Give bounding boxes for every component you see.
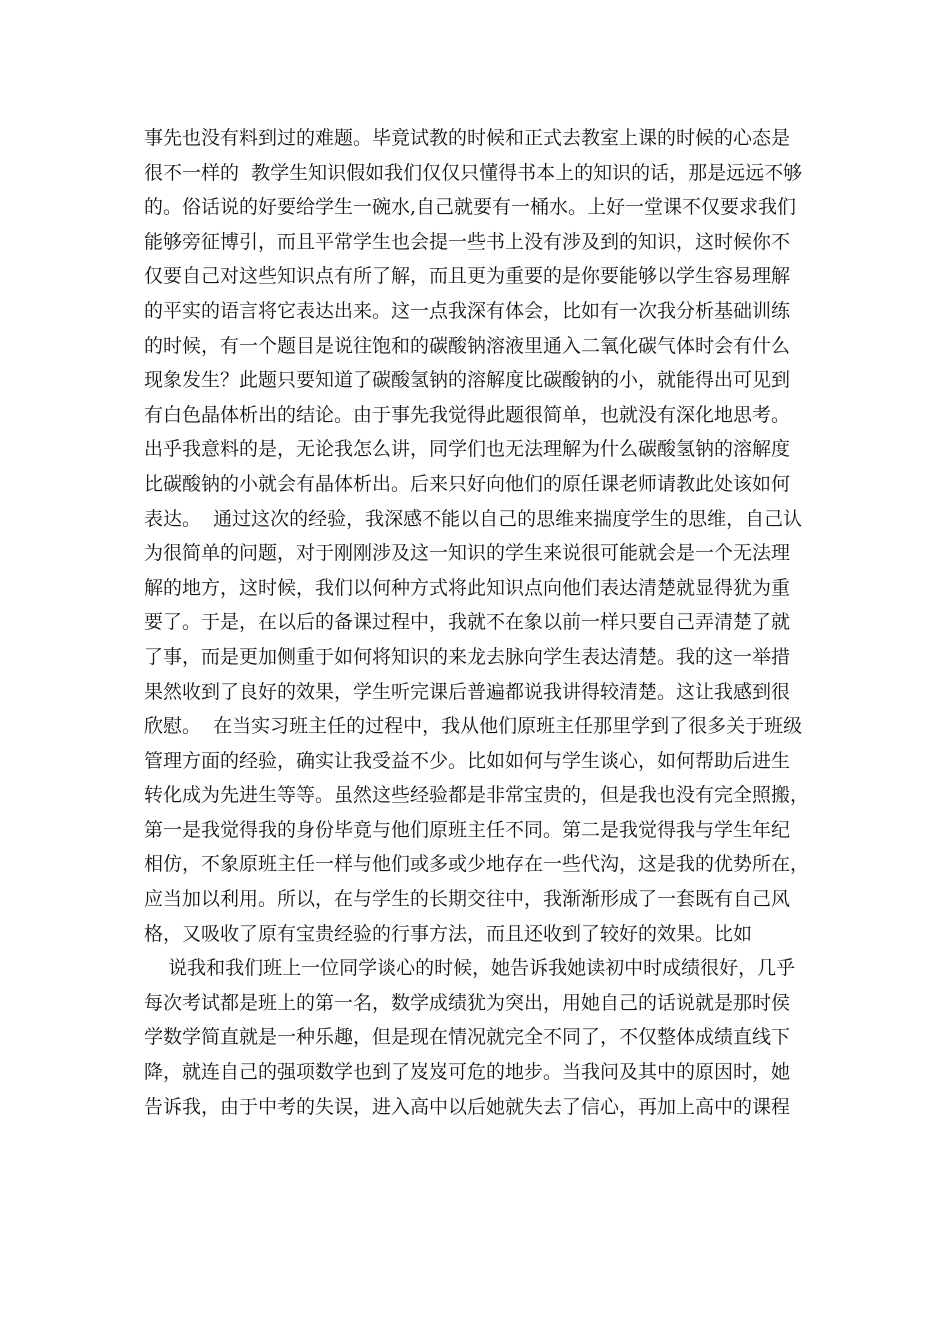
text-line: 管理方面的经验，确实让我受益不少。比如如何与学生谈心，如何帮助后进生 bbox=[144, 749, 791, 772]
text-line: 每次考试都是班上的第一名，数学成绩犹为突出，用她自己的话说就是那时侯 bbox=[144, 991, 791, 1014]
text-line: 表达。 通过这次的经验，我深感不能以自己的思维来揣度学生的思维，自己认 bbox=[144, 507, 803, 530]
text-line: 欣慰。 在当实习班主任的过程中，我从他们原班主任那里学到了很多关于班级 bbox=[144, 715, 803, 738]
body-text bbox=[144, 121, 824, 1124]
text-line: 了事，而是更加侧重于如何将知识的来龙去脉向学生表达清楚。我的这一举措 bbox=[144, 645, 791, 668]
text-line: 为很简单的问题，对于刚刚涉及这一知识的学生来说很可能就会是一个无法理 bbox=[144, 542, 791, 565]
text-line: 出乎我意料的是，无论我怎么讲，同学们也无法理解为什么碳酸氢钠的溶解度 bbox=[144, 438, 791, 461]
text-line: 有白色晶体析出的结论。由于事先我觉得此题很简单，也就没有深化地思考。 bbox=[144, 403, 791, 426]
text-line: 学数学简直就是一种乐趣，但是现在情况就完全不同了，不仅整体成绩直线下 bbox=[144, 1026, 791, 1049]
text-line: 能够旁征博引，而且平常学生也会提一些书上没有涉及到的知识，这时候你不 bbox=[144, 230, 791, 253]
text-line: 要了。于是，在以后的备课过程中，我就不在象以前一样只要自己弄清楚了就 bbox=[144, 611, 791, 634]
text-line: 比碳酸钠的小就会有晶体析出。后来只好向他们的原任课老师请教此处该如何 bbox=[144, 472, 791, 495]
text-line: 告诉我，由于中考的失误，进入高中以后她就失去了信心，再加上高中的课程 bbox=[144, 1095, 791, 1118]
text-line: 现象发生？此题只要知道了碳酸氢钠的溶解度比碳酸钠的小，就能得出可见到 bbox=[144, 369, 791, 392]
text-line: 事先也没有料到过的难题。毕竟试教的时候和正式去教室上课的时候的心态是 bbox=[144, 127, 791, 149]
text-line: 解的地方，这时候，我们以何种方式将此知识点向他们表达清楚就显得犹为重 bbox=[144, 576, 791, 599]
text-line: 相仿，不象原班主任一样与他们或多或少地存在一些代沟，这是我的优势所在， bbox=[144, 853, 810, 876]
text-line: 降，就连自己的强项数学也到了岌岌可危的地步。当我问及其中的原因时，她 bbox=[144, 1061, 791, 1084]
text-line: 的平实的语言将它表达出来。这一点我深有体会，比如有一次我分析基础训练 bbox=[144, 299, 791, 322]
text-line: 的时候，有一个题目是说往饱和的碳酸钠溶液里通入二氧化碳气体时会有什么 bbox=[144, 334, 791, 357]
text-line: 应当加以利用。所以，在与学生的长期交往中，我渐渐形成了一套既有自己风 bbox=[144, 888, 791, 911]
text-line: 很不一样的 教学生知识假如我们仅仅只懂得书本上的知识的话，那是远远不够 bbox=[144, 161, 803, 184]
text-line: 转化成为先进生等等。虽然这些经验都是非常宝贵的，但是我也没有完全照搬， bbox=[144, 784, 810, 807]
text-line: 的。俗话说的好要给学生一碗水,自己就要有一桶水。上好一堂课不仅要求我们 bbox=[144, 196, 797, 219]
text-line: 果然收到了良好的效果，学生听完课后普遍都说我讲得较清楚。这让我感到很 bbox=[144, 680, 791, 703]
text-line: 说我和我们班上一位同学谈心的时候，她告诉我她读初中时成绩很好，几乎 bbox=[144, 957, 796, 980]
text-line: 仅要自己对这些知识点有所了解，而且更为重要的是你要能够以学生容易理解 bbox=[144, 265, 791, 288]
text-line: 第一是我觉得我的身份毕竟与他们原班主任不同。第二是我觉得我与学生年纪 bbox=[144, 818, 791, 841]
text-line: 格，又吸收了原有宝贵经验的行事方法，而且还收到了较好的效果。比如 bbox=[144, 922, 753, 945]
